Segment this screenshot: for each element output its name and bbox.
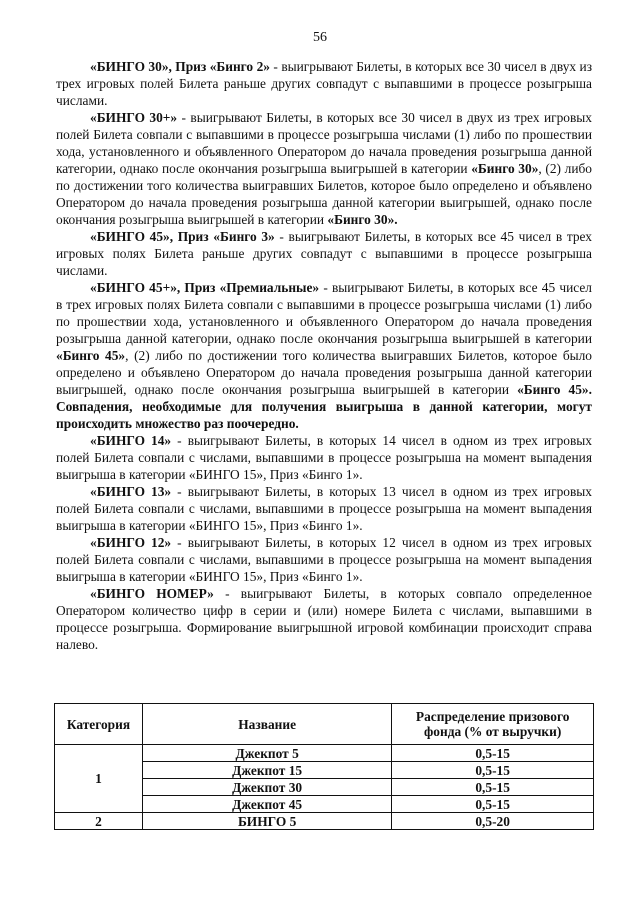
paragraph-bingo-14	[56, 432, 592, 483]
term-bingo-12: «БИНГО 12»	[90, 535, 172, 550]
paragraph-bingo-13	[56, 483, 592, 534]
prize-name-cell: Джекпот 45	[142, 796, 391, 813]
table-header-row	[55, 704, 594, 745]
definition-text: - выигрывают Билеты, в которых совпало определенное Оператором количество цифр в серии и (или) номере Билета с числами, выпавшими в процессе розыгрыша. Формирование выигрышной игровой комбинации происходит справа налево.	[56, 586, 592, 652]
inline-term: «Бинго 30»	[471, 161, 539, 176]
prize-share-cell: 0,5-15	[392, 762, 594, 779]
inline-term: «Бинго 45»	[517, 382, 589, 397]
definition-text: , (2) либо по достижении того количества выигравших Билетов, которое было определено и объявлено Оператором до начала проведения розыгрыша данной категории выигрышей, однако после окончания розыгрыша выигрышей в категории	[56, 348, 593, 397]
prize-share-cell: 0,5-15	[392, 745, 594, 762]
definition-text: - выигрывают Билеты, в которых 14 чисел в одном из трех игровых полей Билета совпали с числами, выпавшими в процессе розыгрыша на момент выпадения выигрыша в категории «БИНГО 15», Приз «Бинго 1».	[56, 433, 592, 482]
definition-text: - выигрывают Билеты, в которых 13 чисел в одном из трех игровых полей Билета совпали с числами, выпавшими в процессе розыгрыша на момент выпадения выигрыша в категории «БИНГО 15», Приз «Бинго 1».	[56, 484, 592, 533]
term-bingo-13: «БИНГО 13»	[90, 484, 172, 499]
category-cell: 2	[55, 813, 143, 830]
prize-share-cell: 0,5-15	[392, 796, 594, 813]
prize-name-cell: Джекпот 5	[142, 745, 391, 762]
term-bingo-14: «БИНГО 14»	[90, 433, 172, 448]
term-bingo-30: «БИНГО 30», Приз «Бинго 2»	[90, 59, 270, 74]
prize-fund-table	[54, 703, 594, 830]
paragraph-bingo-45-plus	[56, 279, 592, 432]
table-row	[55, 813, 594, 830]
prize-name-cell: Джекпот 15	[142, 762, 391, 779]
inline-term: «Бинго 45»	[56, 348, 126, 363]
document-body	[56, 58, 592, 653]
definition-text: - выигрывают Билеты, в которых все 30 чисел в двух из трех игровых полей Билета совпали с выпавшими в процессе розыгрыша числами (1) либо по прошествии хода, установленного и объявленного Оператором до начала проведения розыгрыша данной категории, однако после окончания розыгрыша выигрышей в категории	[56, 110, 593, 176]
column-header-name: Название	[142, 704, 391, 745]
prize-name-cell: БИНГО 5	[142, 813, 391, 830]
paragraph-bingo-nomer	[56, 585, 592, 653]
definition-text: , (2) либо по достижении того количества выигравших Билетов, которое было определено и объявлено Оператором до начала проведения розыгрыша данной категории выигрышей, однако после окончания розыгрыша выигрышей в категории	[56, 161, 592, 227]
coincidence-note: . Совпадения, необходимые для получения выигрыша в данной категории, могут происходить множество раз поочередно.	[56, 382, 592, 431]
inline-term: «Бинго 30».	[327, 212, 398, 227]
paragraph-bingo-30	[56, 58, 592, 109]
definition-text: - выигрывают Билеты, в которых все 45 чисел в трех игровых полях Билета раньше других совпадут с выпавшими в процессе розыгрыша числами.	[56, 229, 593, 278]
paragraph-bingo-30-plus	[56, 109, 592, 228]
column-header-category: Категория	[55, 704, 143, 745]
page-number: 56	[313, 30, 327, 45]
column-header-prize-share: Распределение призового фонда (% от выручки)	[392, 704, 594, 745]
term-bingo-45: «БИНГО 45», Приз «Бинго 3»	[90, 229, 275, 244]
table-row	[55, 745, 594, 762]
term-bingo-nomer: «БИНГО НОМЕР»	[90, 586, 214, 601]
definition-text: - выигрывают Билеты, в которых все 30 чисел в двух из трех игровых полей Билета раньше других совпадут с выпавшими в процессе розыгрыша числами.	[56, 59, 592, 108]
prize-share-cell: 0,5-20	[392, 813, 594, 830]
prize-share-cell: 0,5-15	[392, 779, 594, 796]
category-cell: 1	[55, 745, 143, 813]
definition-text: - выигрывают Билеты, в которых все 45 чисел в трех игровых полях Билета совпали с выпавшими в процессе розыгрыша числами (1) либо по прошествии хода, установленного и объявленного Оператором до начала проведения розыгрыша данной категории, однако после окончания розыгрыша выигрышей в категории	[56, 280, 592, 346]
term-bingo-30-plus: «БИНГО 30+»	[90, 110, 178, 125]
prize-name-cell: Джекпот 30	[142, 779, 391, 796]
paragraph-bingo-45	[56, 228, 592, 279]
paragraph-bingo-12	[56, 534, 592, 585]
term-bingo-45-plus: «БИНГО 45+», Приз «Премиальные»	[90, 280, 320, 295]
definition-text: - выигрывают Билеты, в которых 12 чисел в одном из трех игровых полей Билета совпали с числами, выпавшими в процессе розыгрыша на момент выпадения выигрыша в категории «БИНГО 15», Приз «Бинго 1».	[56, 535, 592, 584]
